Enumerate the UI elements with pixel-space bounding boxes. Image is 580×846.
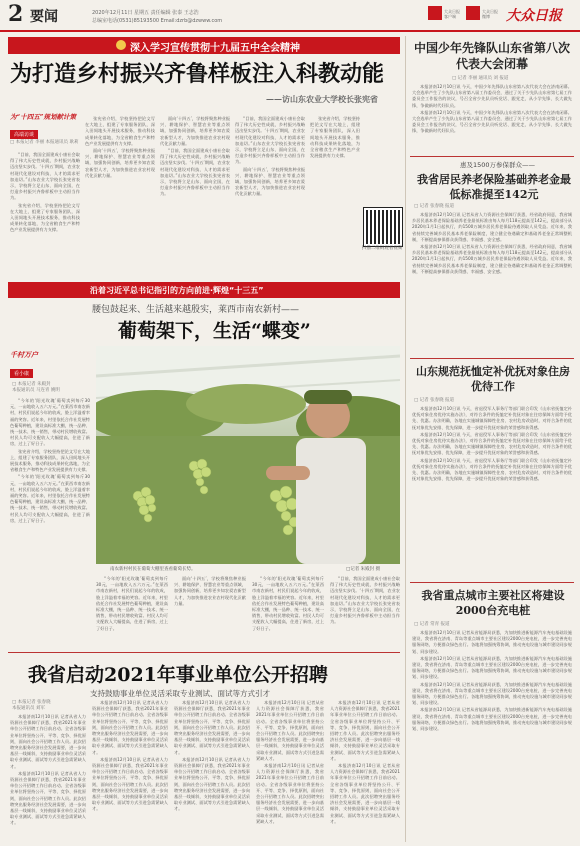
bottom-paragraph: 本报济南12月10日讯 记者从省人力资源社会保障厅获悉，我省2021年事业单位公开招聘工作日前启动。全省各级事业单位将坚持公开、平等、竞争、择优原则，面向社会公开招聘工作人员。此次招聘突出服务经济社会发展需要，进一步向基层一线倾斜，支持鼓励事业单位灵活采取专业测试、面试等方式引进急需紧缺人才。 (92, 700, 168, 755)
lead-title: 为打造乡村振兴齐鲁样板注入科教动能 (10, 61, 385, 87)
column-tag-title: 为“十四五”规划献计策 (10, 113, 76, 121)
right-paragraph: 本报济南12月10日讯 记者从省能源局获悉，为加快推进新能源汽车充电基础设施建设，我省将在济南、青岛等重点城市主要社区建设2000台充电桩，进一步完善充电服务网络，方便群众绿色出行。各地将加强统筹协调，推动充电设施与城市建设同步规划、同步建设。 (412, 630, 572, 654)
feature-banner-text: 沿着习近平总书记指引的方向前进·辉煌“十三五” (90, 286, 264, 295)
right-article-4-byline: □ 记者 常青 报道 (414, 622, 450, 627)
masthead (0, 0, 580, 36)
right-paragraph: 本报济南12月10日讯 记者从省能源局获悉，为加快推进新能源汽车充电基础设施建设，我省将在济南、青岛等重点城市主要社区建设2000台充电桩，进一步完善充电服务网络，方便群众绿色出行。各地将加强统筹协调，推动充电设施与城市建设同步规划、同步建设。 (412, 681, 572, 706)
feature-title: 葡萄架下，生活“蝶变” (118, 320, 311, 342)
feature-column-tag (10, 350, 70, 379)
right-article-1-body (412, 84, 572, 150)
bottom-paragraph: 本报济南12月10日讯 记者从省人力资源社会保障厅获悉，我省2021年事业单位公开招聘工作日前启动。全省各级事业单位将坚持公开、平等、竞争、择优原则，面向社会公开招聘工作人员。此次招聘突出服务经济社会发展需要，进一步向基层一线倾斜，支持鼓励事业单位灵活采取专业测试、面试等方式引进急需紧缺人才。 (174, 700, 250, 755)
section-divider (8, 652, 400, 653)
right-paragraph: 本报济南12月10日讯 记者从省人力资源社会保障厅获悉，经省政府同意，我省城乡居民基本养老保险基础养老金最低标准由每人每月118元提高至142元，提高部分从2020年1月1日起执行，约1500万城乡居民养老保险待遇领取人员受益。近年来，我省持续完善城乡居民基本养老保险制度，建立健全待遇确定和基础养老金正常调整机制，不断提高参保群众获得感、幸福感、安全感。 (412, 244, 572, 274)
feature-paragraph: “今年的‘阳光玫瑰’葡萄卖到每斤30元，一亩地收入五六万元。”在莱西市南农新村，村民们说起今年的收成，脸上洋溢着幸福的笑容。近年来，村里依托合作社发展特色葡萄种植，建设高标准大棚，统一品种、统一技术、统一销售，带动村民增收致富。村民人均可支配收入大幅提高，住进了新房，过上了好日子。 (96, 576, 168, 631)
masthead-rule (0, 30, 580, 32)
lead-paragraph: 面向‘十四五’，学校将聚焦种业振兴、耕地保护、智慧农业等重点领域，加强协同创新，培养更多知农爱农新型人才，为加快推进农业农村现代化贡献力量。 (85, 148, 155, 178)
bottom-body-col4 (256, 700, 324, 842)
lead-paragraph: 张宪省介绍，学校坚持把论文写在大地上，组建了专家服务团队，深入田间地头开展技术服务，推动科技成果转化落地，为全省粮食生产和特色产业发展提供有力支撑。 (310, 116, 360, 159)
right-paragraph: 本报济南12月10日讯 今天，中国少年先锋队山东省第八次代表大会在济南闭幕。大会选举产生了少先队山东省第八届工作委员会，通过了关于少先队山东省第七届工作委员会工作报告的决议，号召全省少先队员听党话、跟党走，从小学先锋、长大做先锋，争做新时代好队员。 (412, 84, 572, 108)
photo-caption: 南农新村村民在葡萄大棚里查看葡萄长势。 (110, 567, 196, 572)
right-article-4-body (412, 630, 572, 842)
right-article-4-title: 我省重点城市主要社区将建设2000台充电桩 (421, 589, 565, 617)
bottom-body-col3 (174, 700, 250, 842)
feature-paragraph: “今年的‘阳光玫瑰’葡萄卖到每斤30元，一亩地收入五六万元。”在莱西市南农新村，村民们说起今年的收成，脸上洋溢着幸福的笑容。近年来，村里依托合作社发展特色葡萄种植，建设高标准大棚，统一品种、统一技术、统一销售，带动村民增收致富。村民人均可支配收入大幅提高，住进了新房，过上了好日子。 (10, 398, 90, 447)
feature-body-col3 (174, 576, 246, 648)
feature-kicker: 腰包鼓起来、生活越来越殷实，莱西市南农新村—— (92, 305, 300, 315)
feature-column-sub: 看小康 (10, 369, 33, 378)
feature-body-col4 (252, 576, 324, 648)
photo-credit: □记者 朱殿封 摄 (346, 567, 381, 572)
weibo-label: 大众日报微博 (482, 9, 498, 19)
right-article-2-byline: □ 记者 张春晓 报道 (414, 204, 455, 209)
bottom-paragraph: 本报济南12月10日讯 记者从省人力资源社会保障厅获悉，我省2021年事业单位公开招聘工作日前启动。全省各级事业单位将坚持公开、平等、竞争、择优原则，面向社会公开招聘工作人员。此次招聘突出服务经济社会发展需要，进一步向基层一线倾斜，支持鼓励事业单位灵活采取专业测试、面试等方式引进急需紧缺人才。 (330, 763, 400, 824)
bottom-title: 我省启动2021年事业单位公开招聘 (28, 664, 328, 686)
feature-banner (8, 282, 400, 298)
bottom-paragraph: 本报济南12月10日讯 记者从省人力资源社会保障厅获悉，我省2021年事业单位公开招聘工作日前启动。全省各级事业单位将坚持公开、平等、竞争、择优原则，面向社会公开招聘工作人员。此次招聘突出服务经济社会发展需要，进一步向基层一线倾斜，支持鼓励事业单位灵活采取专业测试、面试等方式引进急需紧缺人才。 (10, 770, 86, 826)
lead-body-col4 (235, 116, 305, 278)
grape-vineyard-image (96, 346, 400, 564)
feature-column-title: 千村万户 (10, 350, 38, 359)
feature-byline: □ 本报记者 朱殿封 本报通讯员 马连青 姚明 (12, 382, 60, 393)
right-article-1-byline: □ 记者 李丽 通讯员 刘 报道 (452, 76, 509, 81)
lead-byline: □ 本报记者 李丽 本报通讯员 耿莉 (10, 140, 79, 145)
bottom-paragraph: 本报济南12月10日讯 记者从省人力资源社会保障厅获悉，我省2021年事业单位公开招聘工作日前启动。全省各级事业单位将坚持公开、平等、竞争、择优原则，面向社会公开招聘工作人员。此次招聘突出服务经济社会发展需要，进一步向基层一线倾斜，支持鼓励事业单位灵活采取专业测试、面试等方式引进急需紧缺人才。 (256, 763, 324, 824)
bottom-paragraph: 本报济南12月10日讯 记者从省人力资源社会保障厅获悉，我省2021年事业单位公开招聘工作日前启动。全省各级事业单位将坚持公开、平等、竞争、择优原则，面向社会公开招聘工作人员。此次招聘突出服务经济社会发展需要，进一步向基层一线倾斜，支持鼓励事业单位灵活采取专业测试、面试等方式引进急需紧缺人才。 (256, 700, 324, 761)
feature-body-col1 (10, 398, 90, 648)
theme-banner (8, 37, 400, 54)
bottom-paragraph: 本报济南12月10日讯 记者从省人力资源社会保障厅获悉，我省2021年事业单位公开招聘工作日前启动。全省各级事业单位将坚持公开、平等、竞争、择优原则，面向社会公开招聘工作人员。此次招聘突出服务经济社会发展需要，进一步向基层一线倾斜，支持鼓励事业单位灵活采取专业测试、面试等方式引进急需紧缺人才。 (330, 700, 400, 761)
bottom-paragraph: 本报济南12月10日讯 记者从省人力资源社会保障厅获悉，我省2021年事业单位公开招聘工作日前启动。全省各级事业单位将坚持公开、平等、竞争、择优原则，面向社会公开招聘工作人员。此次招聘突出服务经济社会发展需要，进一步向基层一线倾斜，支持鼓励事业单位灵活采取专业测试、面试等方式引进急需紧缺人才。 (174, 756, 250, 812)
right-article-2-body (412, 212, 572, 352)
lead-paragraph: 张宪省介绍，学校坚持把论文写在大地上，组建了专家服务团队，深入田间地头开展技术服务，推动科技成果转化落地，为全省粮食生产和特色产业发展提供有力支撑。 (10, 202, 80, 233)
paper-name-logo: 大众日报 (506, 8, 562, 24)
bottom-body-col5 (330, 700, 400, 842)
qr-caption: 扫描二维码观看视频 (361, 246, 403, 251)
feature-paragraph: “今年的‘阳光玫瑰’葡萄卖到每斤30元，一亩地收入五六万元。”在莱西市南农新村，村民们说起今年的收成，脸上洋溢着幸福的笑容。近年来，村里依托合作社发展特色葡萄种植，建设高标准大棚，统一品种、统一技术、统一销售，带动村民增收致富。村民人均可支配收入大幅提高，住进了新房，过上了好日子。 (252, 576, 324, 631)
contact-line: 总编室电话(0531)85193500 Email:dzrb@dzwww.com (92, 18, 223, 24)
lead-body-col3 (160, 116, 230, 278)
lead-body-col1 (10, 152, 80, 278)
feature-paragraph: 张宪省介绍，学校坚持把论文写在大地上，组建了专家服务团队，深入田间地头开展技术服务，推动科技成果转化落地，为全省粮食生产和特色产业发展提供有力支撑。 (10, 448, 90, 473)
right-article-3-body (412, 406, 572, 578)
lead-paragraph: “目前，我国全面建成小康社会取得了伟大历史性成就，乡村振兴战略迈出坚实步伐。‘十四五’期间，农业农村现代化建设对科技、人才的需求更加迫切。”山东农业大学校长张宪省表示，学校将立足山东、面向全国，在打造乡村振兴齐鲁样板中主动担当作为。 (160, 148, 230, 197)
bottom-paragraph: 本报济南12月10日讯 记者从省人力资源社会保障厅获悉，我省2021年事业单位公开招聘工作日前启动。全省各级事业单位将坚持公开、平等、竞争、择优原则，面向社会公开招聘工作人员。此次招聘突出服务经济社会发展需要，进一步向基层一线倾斜，支持鼓励事业单位灵活采取专业测试、面试等方式引进急需紧缺人才。 (10, 714, 86, 769)
feature-paragraph: 面向‘十四五’，学校将聚焦种业振兴、耕地保护、智慧农业等重点领域，加强协同创新，培养更多知农爱农新型人才，为加快推进农业农村现代化贡献力量。 (174, 576, 246, 606)
party-emblem-icon (116, 40, 126, 50)
right-article-2-title: 我省居民养老保险基础养老金最低标准提至142元 (417, 173, 571, 201)
banner-text: 深入学习宣传贯彻十九届五中全会精神 (130, 43, 300, 54)
bottom-body-col1 (10, 714, 86, 842)
page-number: 2 (8, 1, 24, 27)
column-divider (405, 36, 406, 842)
video-qr-code[interactable] (364, 208, 402, 246)
feature-body-col2 (96, 576, 168, 648)
right-article-2-kicker: 惠及1500万参保群众—— (460, 161, 536, 169)
lead-paragraph: “目前，我国全面建成小康社会取得了伟大历史性成就，乡村振兴战略迈出坚实步伐。‘十四五’期间，农业农村现代化建设对科技、人才的需求更加迫切。”山东农业大学校长张宪省表示，学校将立足山东、面向全国，在打造乡村振兴齐鲁样板中主动担当作为。 (10, 152, 80, 201)
bottom-subtitle: 支持鼓励事业单位灵活采取专业测试、面试等方式引才 (90, 689, 270, 698)
app-qr-icon (428, 6, 442, 20)
column-tag-sub: 高端访谈 (10, 130, 38, 139)
lead-paragraph: 张宪省介绍，学校坚持把论文写在大地上，组建了专家服务团队，深入田间地头开展技术服务，推动科技成果转化落地，为全省粮食生产和特色产业发展提供有力支撑。 (85, 116, 155, 146)
right-paragraph: 本报济南12月10日讯 今天，省退役军人事务厅等部门联合印发《山东省抚恤定补优抚对象住房优待实施办法》，对符合条件的抚恤定补优抚对象在住房保障方面给予优先、优惠。办法明确，各地在实施城镇保障性住房、农村危房改造时，对符合条件的优抚对象优先安排、优先保障，进一步提升优抚对象的荣誉感和获得感。 (412, 406, 572, 430)
right-paragraph: 本报济南12月10日讯 记者从省能源局获悉，为加快推进新能源汽车充电基础设施建设，我省将在济南、青岛等重点城市主要社区建设2000台充电桩，进一步完善充电服务网络，方便群众绿色出行。各地将加强统筹协调，推动充电设施与城市建设同步规划、同步建设。 (412, 655, 572, 680)
bottom-byline: □ 本报记者 张春晓 本报通讯员 刘军 (12, 700, 51, 711)
app-label: 大众日报客户端 (444, 9, 460, 19)
weibo-qr-icon (466, 6, 480, 20)
right-divider (410, 156, 574, 157)
lead-paragraph: “目前，我国全面建成小康社会取得了伟大历史性成就，乡村振兴战略迈出坚实步伐。‘十四五’期间，农业农村现代化建设对科技、人才的需求更加迫切。”山东农业大学校长张宪省表示，学校将立足山东、面向全国，在打造乡村振兴齐鲁样板中主动担当作为。 (235, 116, 305, 165)
column-tag (10, 112, 76, 138)
right-paragraph: 本报济南12月10日讯 记者从省人力资源社会保障厅获悉，经省政府同意，我省城乡居民基本养老保险基础养老金最低标准由每人每月118元提高至142元，提高部分从2020年1月1日起执行，约1500万城乡居民养老保险待遇领取人员受益。近年来，我省持续完善城乡居民基本养老保险制度，建立健全待遇确定和基础养老金正常调整机制，不断提高参保群众获得感、幸福感、安全感。 (412, 212, 572, 242)
lead-body-col5 (310, 116, 360, 278)
date-line: 2020年12月11日 星期五 责任编辑 张泰 王志浩 (92, 10, 199, 16)
right-paragraph: 本报济南12月10日讯 记者从省能源局获悉，为加快推进新能源汽车充电基础设施建设，我省将在济南、青岛等重点城市主要社区建设2000台充电桩，进一步完善充电服务网络，方便群众绿色出行。各地将加强统筹协调，推动充电设施与城市建设同步规划、同步建设。 (412, 707, 572, 732)
feature-photo (96, 346, 400, 564)
feature-body-col5 (330, 576, 400, 648)
lead-body-col2 (85, 116, 155, 278)
section-name: 要闻 (30, 9, 58, 25)
right-divider (410, 358, 574, 359)
right-article-1-title: 中国少年先锋队山东省第八次代表大会闭幕 (413, 41, 570, 71)
lead-subtitle: ——访山东农业大学校长张宪省 (266, 94, 378, 104)
lead-paragraph: 面向‘十四五’，学校将聚焦种业振兴、耕地保护、智慧农业等重点领域，加强协同创新，培养更多知农爱农新型人才，为加快推进农业农村现代化贡献力量。 (160, 116, 230, 146)
right-article-3-title: 山东规范抚恤定补优抚对象住房优待工作 (416, 365, 570, 393)
bottom-body-col2 (92, 700, 168, 842)
right-article-3-byline: □ 记者 张春晓 报道 (414, 398, 455, 403)
right-divider (410, 582, 574, 583)
right-paragraph: 本报济南12月10日讯 今天，省退役军人事务厅等部门联合印发《山东省抚恤定补优抚对象住房优待实施办法》，对符合条件的抚恤定补优抚对象在住房保障方面给予优先、优惠。办法明确，各地在实施城镇保障性住房、农村危房改造时，对符合条件的优抚对象优先安排、优先保障，进一步提升优抚对象的荣誉感和获得感。 (412, 457, 572, 482)
right-paragraph: 本报济南12月10日讯 今天，中国少年先锋队山东省第八次代表大会在济南闭幕。大会选举产生了少先队山东省第八届工作委员会，通过了关于少先队山东省第七届工作委员会工作报告的决议，号召全省少先队员听党话、跟党走，从小学先锋、长大做先锋，争做新时代好队员。 (412, 109, 572, 134)
lead-paragraph: 面向‘十四五’，学校将聚焦种业振兴、耕地保护、智慧农业等重点领域，加强协同创新，培养更多知农爱农新型人才，为加快推进农业农村现代化贡献力量。 (235, 166, 305, 197)
bottom-paragraph: 本报济南12月10日讯 记者从省人力资源社会保障厅获悉，我省2021年事业单位公开招聘工作日前启动。全省各级事业单位将坚持公开、平等、竞争、择优原则，面向社会公开招聘工作人员。此次招聘突出服务经济社会发展需要，进一步向基层一线倾斜，支持鼓励事业单位灵活采取专业测试、面试等方式引进急需紧缺人才。 (92, 756, 168, 812)
feature-paragraph: “今年的‘阳光玫瑰’葡萄卖到每斤30元，一亩地收入五六万元。”在莱西市南农新村，村民们说起今年的收成，脸上洋溢着幸福的笑容。近年来，村里依托合作社发展特色葡萄种植，建设高标准大棚，统一品种、统一技术、统一销售，带动村民增收致富。村民人均可支配收入大幅提高，住进了新房，过上了好日子。 (10, 474, 90, 523)
feature-paragraph: “目前，我国全面建成小康社会取得了伟大历史性成就，乡村振兴战略迈出坚实步伐。‘十四五’期间，农业农村现代化建设对科技、人才的需求更加迫切。”山东农业大学校长张宪省表示，学校将立足山东、面向全国，在打造乡村振兴齐鲁样板中主动担当作为。 (330, 576, 400, 625)
right-paragraph: 本报济南12月10日讯 今天，省退役军人事务厅等部门联合印发《山东省抚恤定补优抚对象住房优待实施办法》，对符合条件的抚恤定补优抚对象在住房保障方面给予优先、优惠。办法明确，各地在实施城镇保障性住房、农村危房改造时，对符合条件的优抚对象优先安排、优先保障，进一步提升优抚对象的荣誉感和获得感。 (412, 431, 572, 456)
